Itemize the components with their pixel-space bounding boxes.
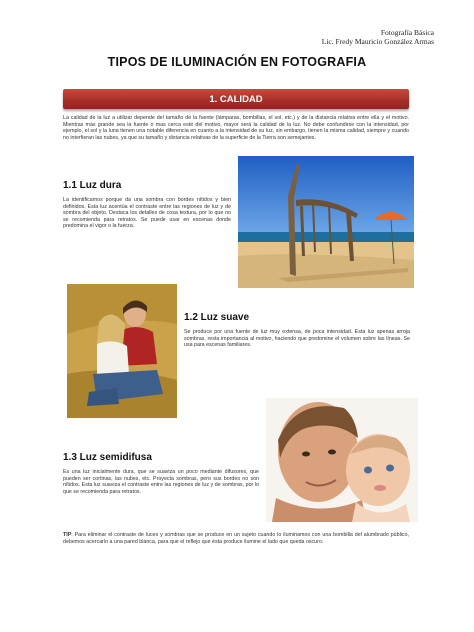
subsection-title-hard-light: 1.1 Luz dura — [63, 180, 122, 191]
section-heading-bar — [63, 89, 409, 109]
header-author: Lic. Fredy Mauricio González Armas — [321, 37, 434, 46]
page-title: TIPOS DE ILUMINACIÓN EN FOTOGRAFIA — [107, 55, 367, 69]
subsection-text-semidiffuse-light: Es una luz inicialmente dura, que se suaviza un poco mediante difusores, que pueden ser cortinas, las nubes, etc. Proyecta sombras, pero sus bordes no son nítidos. Esta luz suaviza el contraste entre las regiones de luz y de sombras, por lo que se recomienda para retratos. — [63, 469, 259, 495]
couple-photo — [67, 284, 177, 418]
subsection-title-soft-light: 1.2 Luz suave — [184, 312, 250, 323]
header-course: Fotografía Básica — [380, 28, 434, 37]
subsection-text-hard-light: La identificamos porque da una sombra con bordes nítidos y bien definidos. Esta luz acentúa el contraste entre las regiones de luz y de sombra del objeto. Destaca los detalles de cosa textura, por lo que no se recomienda para retratos. Se puede usar en escenas donde predomina el vigor o la fuerza. — [63, 197, 231, 229]
subsection-text-soft-light: Se produce por una fuente de luz muy extensa, de poca intensidad. Esta luz apenas arroja sombras, resta importancia al motivo, haciendo que predomine el volumen sobre las líneas. Se usa para escenas familiares. — [184, 329, 410, 348]
tip-paragraph — [63, 532, 409, 545]
beach-photo — [238, 156, 414, 288]
section-intro: La calidad de la luz a utilizar depende del tamaño de la fuente (lámparas, bombillas, el sol, etc.) y de la distancia relativa entre ella y el motivo. Mientras más grande sea la fuente o mas cerca esté del motivo, mayor será la calidad de la luz. No debe confundirse con la intensidad, por ejemplo, el sol y la luna tienen una notable diferencia en cuanto a la intensidad de su luz, sin embargo, tienen la misma calidad, siempre y cuando no interfieran las nubes, ya que su tamaño y distancia relativas de la superficie de la Tierra son semejantes. — [63, 115, 409, 141]
tip-text: : Para eliminar el contraste de luces y sombras que se produce en un sujeto cuando lo iluminamos con una bombilla del alumbrado público, debemos acercarlo a una pared blanca, para que el reflejo que ésta produce ilumine el lado que queda oscuro. — [63, 532, 409, 545]
section-heading: 1. CALIDAD — [209, 94, 263, 105]
tip-label: TIP — [63, 532, 72, 538]
subsection-title-semidiffuse-light: 1.3 Luz semidifusa — [63, 452, 152, 463]
father-baby-photo — [266, 398, 418, 522]
